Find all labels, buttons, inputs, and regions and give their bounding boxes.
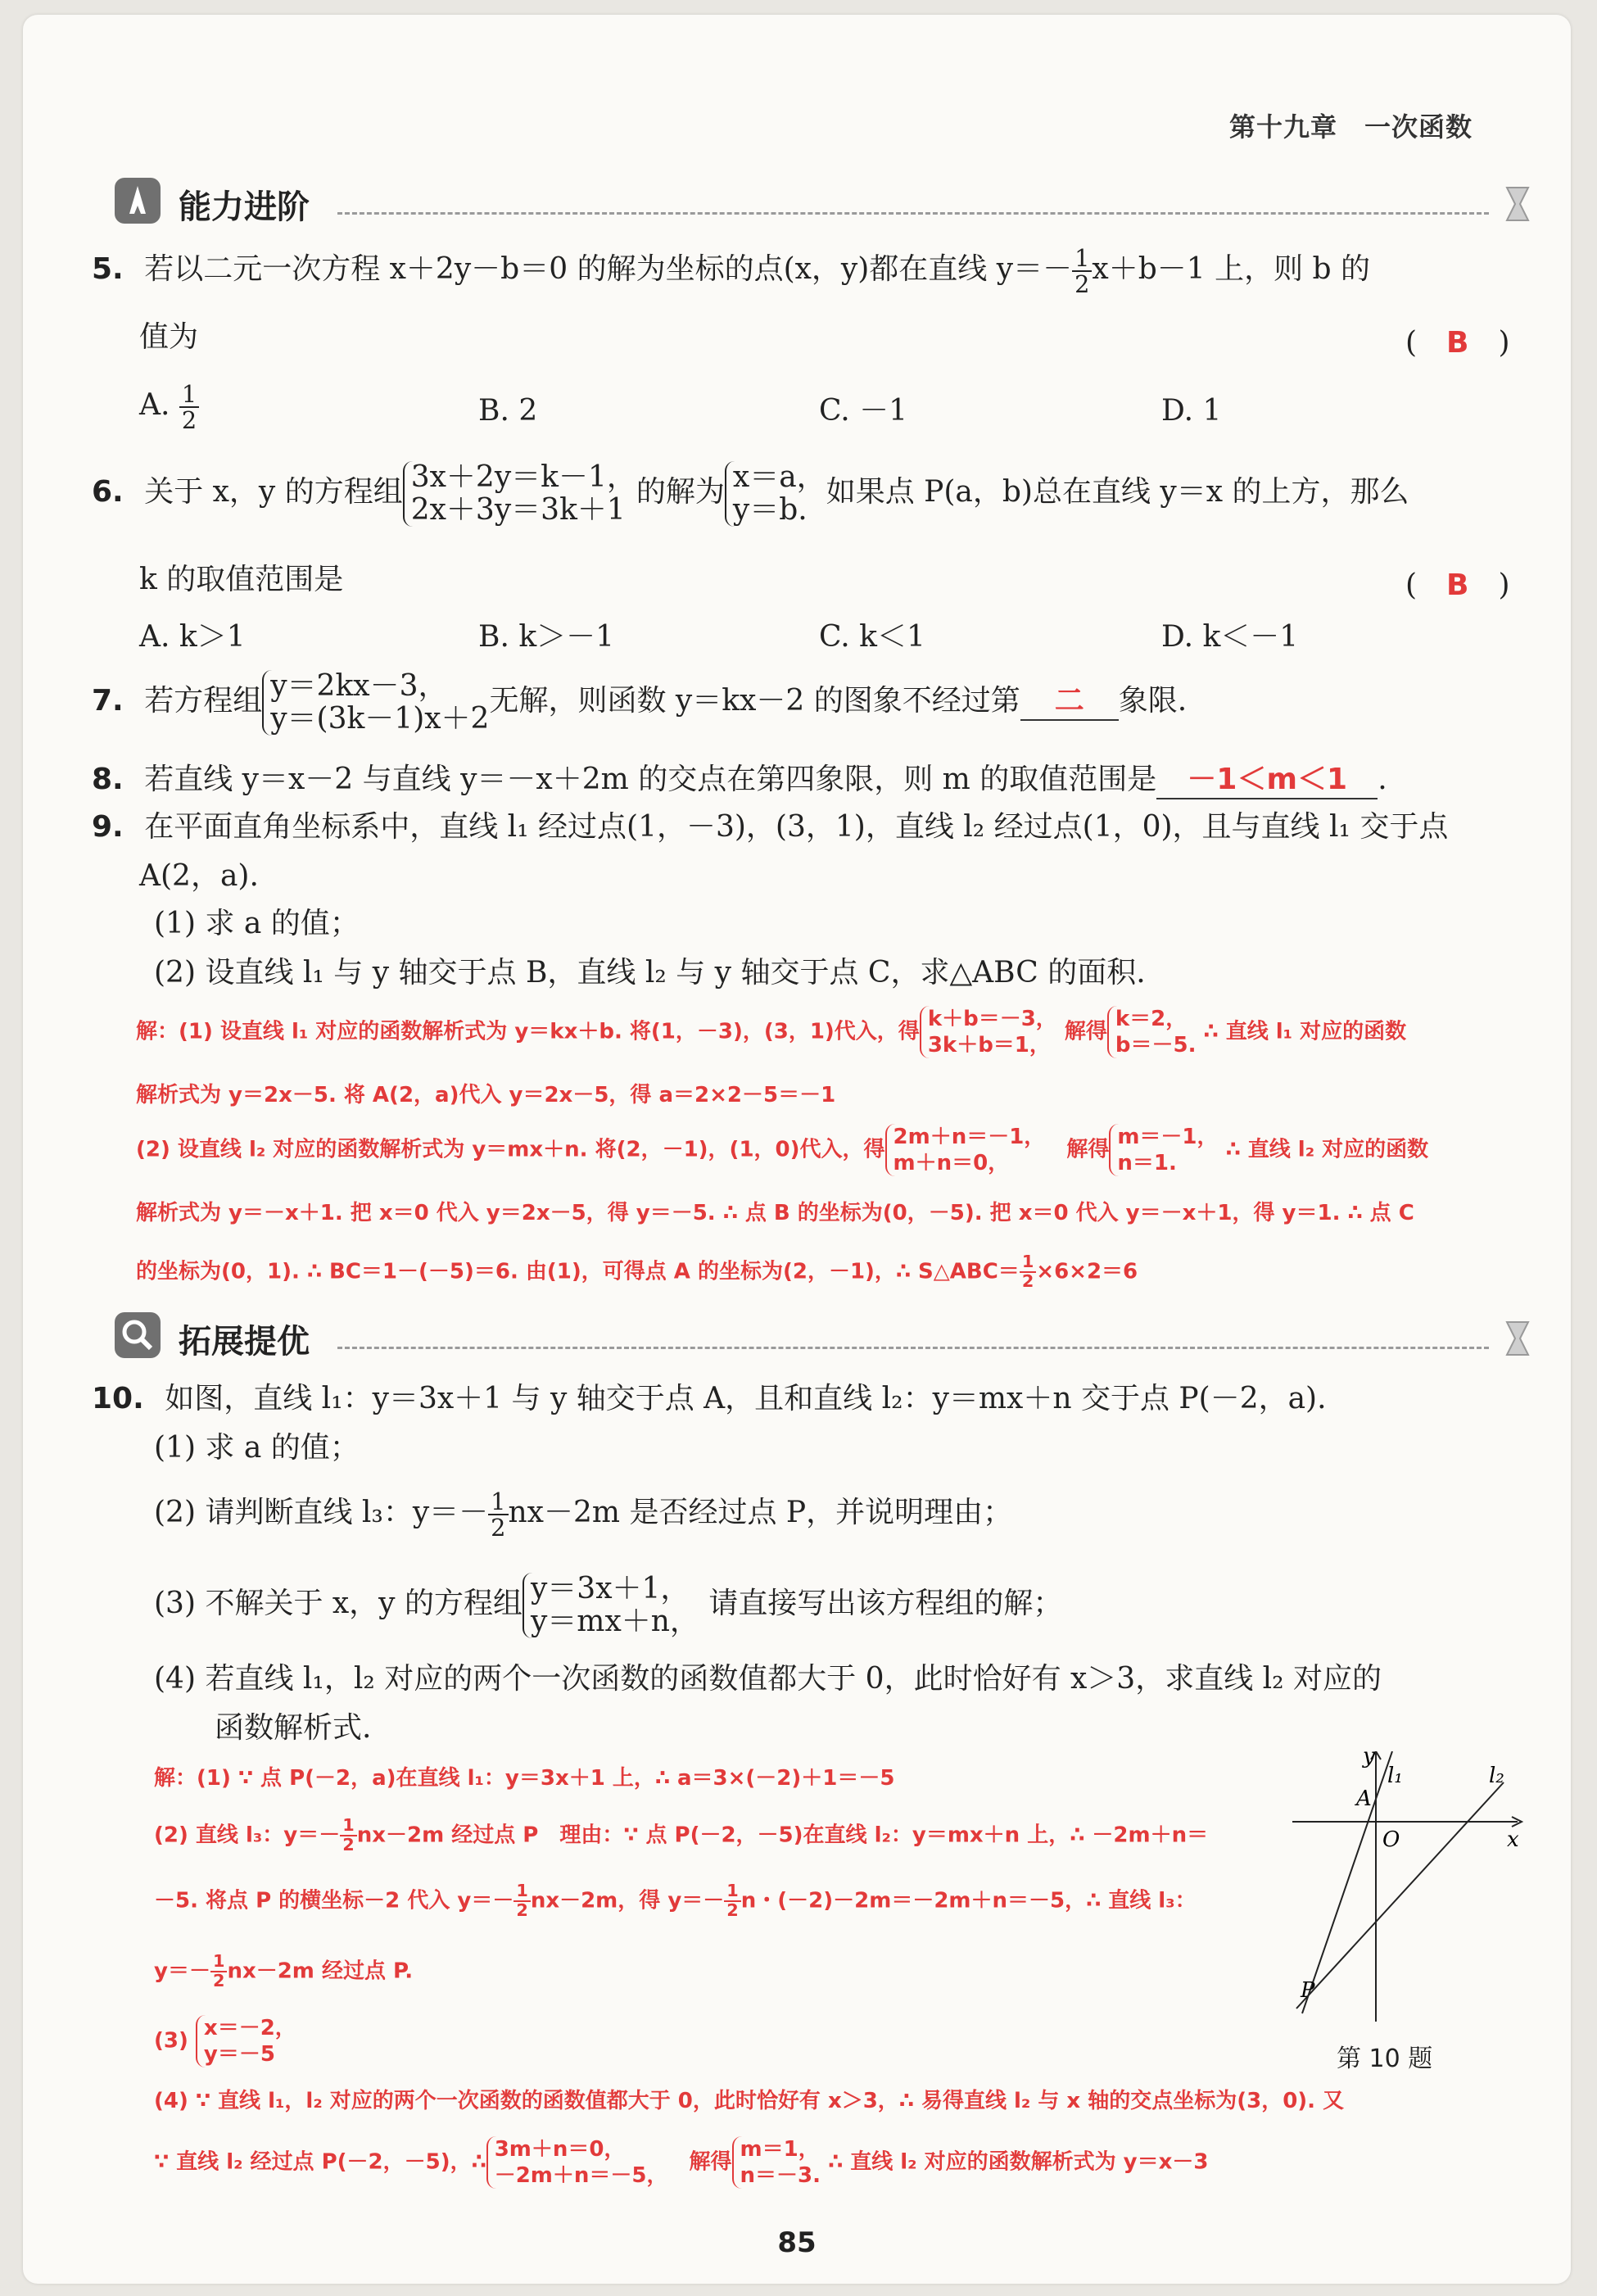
question-9: 9. 在平面直角坐标系中，直线 l₁ 经过点(1，－3)，(3，1)，直线 l₂ 经过点(1，0)，且与直线 l₁ 交于点 bbox=[92, 810, 1449, 844]
label-O: O bbox=[1382, 1827, 1400, 1852]
question-10-part4: (4) 若直线 l₁，l₂ 对应的两个一次函数的函数值都大于 0，此时恰好有 x＞3，求直线 l₂ 对应的 bbox=[154, 1662, 1382, 1696]
solution-10-2: (2) 直线 l₃：y＝－ $\frac{1}{2}$ nx－2m 经过点 P 理由：∵ 点 P(－2，－5)在直线 l₂：y＝mx＋n 上，∴ －2m＋n＝ bbox=[154, 1815, 1209, 1854]
solution-9-2c: 的坐标为(0，1). ∴ BC＝1－(－5)＝6. 由(1)，可得点 A 的坐标为(2，－1)，∴ S△ABC＝ $\frac{1}{2}$ ×6×2＝6 bbox=[136, 1252, 1138, 1291]
line-l2 bbox=[1296, 1782, 1504, 2008]
label-A: A bbox=[1356, 1787, 1372, 1811]
magnifier-icon bbox=[115, 1312, 161, 1358]
question-number: 10. bbox=[92, 1382, 144, 1415]
section-extension bbox=[115, 1309, 1531, 1366]
option-a: A. $\frac{1}{2}$ bbox=[139, 382, 199, 432]
question-number: 5. bbox=[92, 252, 124, 287]
solution-9-2: (2) 设直线 l₂ 对应的函数解析式为 y＝mx＋n. 将(2，－1)，(1，0)代入，得2m＋n＝－1， m＋n＝0， 解得m＝－1， n＝1. ∴ 直线 l₂ 对应的函数 bbox=[136, 1125, 1429, 1175]
answer-paren: ( B ) bbox=[1405, 568, 1510, 602]
option-b: B. 2 bbox=[478, 394, 538, 428]
section-divider bbox=[337, 212, 1489, 215]
question-7: 7. 若方程组 y＝2kx－3， y＝(3k－1)x＋2无解，则函数 y＝kx－2 的图象不经过第 二 象限. bbox=[92, 669, 1188, 736]
question-5 bbox=[92, 246, 1370, 297]
question-10-part1: (1) 求 a 的值； bbox=[154, 1431, 360, 1465]
section-ability bbox=[115, 174, 1531, 232]
equation-system: x＝a， y＝b. bbox=[725, 461, 826, 527]
label-y: y bbox=[1363, 1751, 1375, 1768]
hourglass-icon bbox=[1504, 186, 1531, 225]
question-text: x＋b－1 上，则 b 的 bbox=[1092, 252, 1371, 287]
hourglass-icon bbox=[1504, 1320, 1531, 1360]
question-number: 6. bbox=[92, 475, 124, 509]
figure-caption: 第 10 题 bbox=[1337, 2045, 1433, 2073]
option-b: B. k＞－1 bbox=[478, 620, 615, 654]
section-title: 能力进阶 bbox=[179, 188, 310, 226]
question-10-part2: (2) 请判断直线 l₃：y＝－ $\frac{1}{2}$ nx－2m 是否经过点 P，并说明理由； bbox=[154, 1488, 1013, 1542]
question-9-part2: (2) 设直线 l₁ 与 y 轴交于点 B，直线 l₂ 与 y 轴交于点 C，求△ABC 的面积. bbox=[154, 956, 1146, 989]
equation-system: y＝2kx－3， y＝(3k－1)x＋2 bbox=[262, 670, 489, 736]
answer-choice: B bbox=[1446, 326, 1469, 360]
answer-choice: B bbox=[1446, 568, 1469, 602]
question-6-cont: k 的取值范围是 bbox=[139, 563, 344, 596]
question-8: 8. 若直线 y＝x－2 与直线 y＝－x＋2m 的交点在第四象限，则 m 的取值范围是 －1＜m＜1 . bbox=[92, 762, 1387, 799]
solution-10-3: (3) x＝－2， y＝－5 bbox=[154, 2016, 296, 2067]
answer-blank: －1＜m＜1 bbox=[1187, 763, 1348, 796]
chapter-header: 第十九章 一次函数 bbox=[1228, 111, 1473, 143]
question-9-part1: (1) 求 a 的值； bbox=[154, 907, 360, 940]
page-number: 85 bbox=[777, 2226, 817, 2259]
solution-10-2b: －5. 将点 P 的横坐标－2 代入 y＝－ $\frac{1}{2}$ nx－2m，得 y＝－ $\frac{1}{2}$ n・(－2)－2m＝－2m＋n＝－5，∴ 直线 l₃： bbox=[154, 1881, 1197, 1920]
solution-10-2c: y＝－ $\frac{1}{2}$ nx－2m 经过点 P. bbox=[154, 1951, 414, 1990]
section-divider bbox=[337, 1347, 1489, 1349]
solution-9-1: 解：(1) 设直线 l₁ 对应的函数解析式为 y＝kx＋b. 将(1，－3)，(3，1)代入，得k＋b＝－3， 3k＋b＝1， 解得k＝2， b＝－5. ∴ 直线 l₁ 对应的函数 bbox=[136, 1007, 1407, 1057]
question-5-cont: 值为 bbox=[139, 320, 199, 354]
solution-10-1: 解：(1) ∵ 点 P(－2，a)在直线 l₁：y＝3x＋1 上，∴ a＝3×(－2)＋1＝－5 bbox=[154, 1766, 895, 1791]
label-x: x bbox=[1507, 1827, 1519, 1852]
question-number: 9. bbox=[92, 810, 124, 844]
solution-10-4: (4) ∵ 直线 l₁，l₂ 对应的两个一次函数的函数值都大于 0，此时恰好有 x＞3，∴ 易得直线 l₂ 与 x 轴的交点坐标为(3，0). 又 bbox=[154, 2089, 1345, 2113]
fraction: $\frac{1}{2}$ bbox=[1072, 246, 1092, 297]
question-number: 7. bbox=[92, 684, 124, 718]
label-P: P bbox=[1301, 1978, 1315, 2003]
line-l1 bbox=[1302, 1751, 1392, 2013]
option-d: D. 1 bbox=[1161, 394, 1222, 428]
solution-9-1b: 解析式为 y＝2x－5. 将 A(2，a)代入 y＝2x－5，得 a＝2×2－5＝－1 bbox=[136, 1083, 836, 1107]
solution-9-2b: 解析式为 y＝－x＋1. 把 x＝0 代入 y＝2x－5，得 y＝－5. ∴ 点 B 的坐标为(0，－5). 把 x＝0 代入 y＝－x＋1，得 y＝1. ∴ 点 C bbox=[136, 1201, 1414, 1225]
question-10-part4-cont: 函数解析式. bbox=[215, 1711, 372, 1745]
label-l2: l₂ bbox=[1489, 1764, 1504, 1788]
answer-paren: ( B ) bbox=[1405, 326, 1510, 360]
question-6: 6. 关于 x，y 的方程组 3x＋2y＝k－1， 2x＋3y＝3k＋1的解为 x＝a， y＝b.如果点 P(a，b)总在直线 y＝x 的上方，那么 bbox=[92, 460, 1409, 527]
coordinate-figure bbox=[1292, 1751, 1538, 2022]
option-d: D. k＜－1 bbox=[1161, 620, 1299, 654]
option-c: C. k＜1 bbox=[819, 620, 925, 654]
question-number: 8. bbox=[92, 763, 124, 796]
solution-10-4b: ∵ 直线 l₂ 经过点 P(－2，－5)，∴3m＋n＝0， －2m＋n＝－5， 解得m＝1， n＝－3. ∴ 直线 l₂ 对应的函数解析式为 y＝x－3 bbox=[154, 2137, 1209, 2188]
label-l1: l₁ bbox=[1387, 1764, 1403, 1788]
page bbox=[23, 15, 1571, 2284]
section-title: 拓展提优 bbox=[179, 1323, 310, 1361]
rocket-icon bbox=[115, 178, 161, 224]
option-a: A. k＞1 bbox=[139, 620, 246, 654]
equation-system: 3x＋2y＝k－1， 2x＋3y＝3k＋1 bbox=[403, 461, 636, 527]
answer-blank: 二 bbox=[1054, 684, 1084, 718]
question-10-part3: (3) 不解关于 x，y 的方程组 y＝3x＋1， y＝mx＋n， 请直接写出该方程组的解； bbox=[154, 1572, 1063, 1638]
question-10: 10. 如图，直线 l₁：y＝3x＋1 与 y 轴交于点 A，且和直线 l₂：y＝mx＋n 交于点 P(－2，a). bbox=[92, 1382, 1327, 1415]
option-c: C. －1 bbox=[819, 394, 908, 428]
question-text: 若以二元一次方程 x＋2y－b＝0 的解为坐标的点(x，y)都在直线 y＝－ bbox=[144, 252, 1073, 287]
question-9-cont: A(2，a). bbox=[139, 859, 259, 893]
